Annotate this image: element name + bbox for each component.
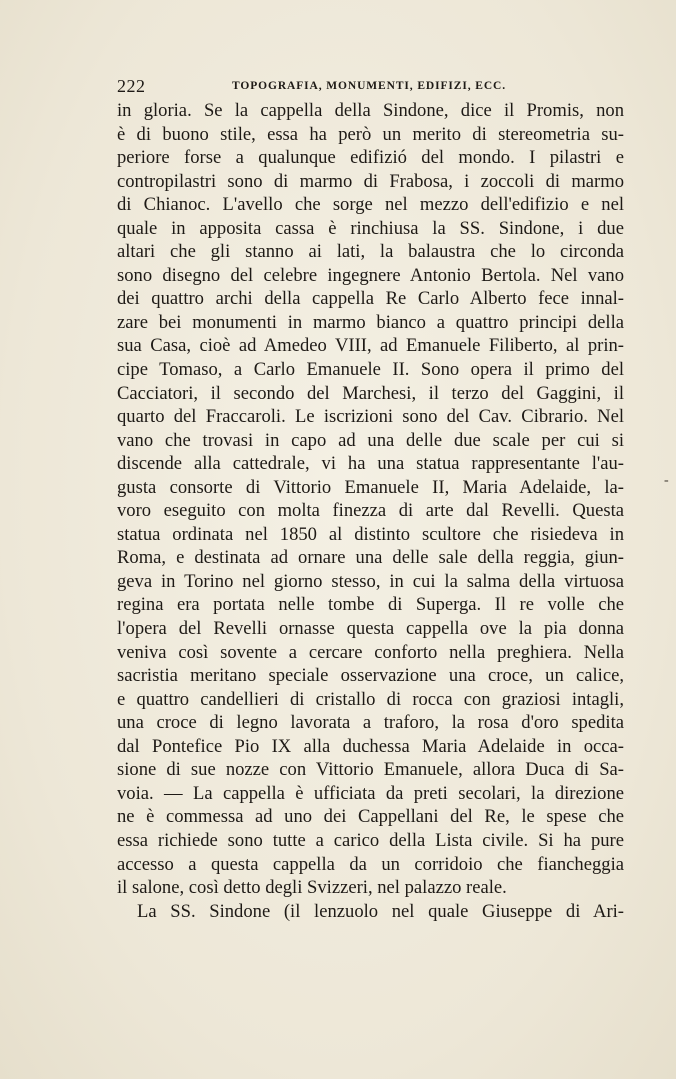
text-line: regina era portata nelle tombe di Superga. Il re volle che [117, 594, 624, 616]
text-line: sione di sue nozze con Vittorio Emanuele, allora Duca di Sa- [117, 759, 624, 781]
text-line: Cacciatori, il secondo del Marchesi, il terzo del Gaggini, il [117, 382, 624, 404]
text-line: statua ordinata nel 1850 al distinto scultore che risiedeva in [117, 523, 624, 545]
text-line: geva in Torino nel giorno stesso, in cui la salma della virtuosa [117, 570, 624, 592]
text-line: veniva così sovente a cercare conforto nella preghiera. Nella [117, 641, 624, 663]
text-line: dal Pontefice Pio IX alla duchessa Maria Adelaide in occa- [117, 735, 624, 757]
page-header [117, 76, 622, 98]
text-line: vano che trovasi in capo ad una delle due scale per cui si [117, 429, 624, 451]
text-line: discende alla cattedrale, vi ha una statua rappresentante l'au- [117, 453, 624, 475]
text-line: l'opera del Revelli ornasse questa cappella ove la pia donna [117, 618, 624, 640]
text-line: quarto del Fraccaroli. Le iscrizioni sono del Cav. Cibrario. Nel [117, 406, 624, 428]
text-line: di Chianoc. L'avello che sorge nel mezzo dell'edifizio e nel [117, 194, 624, 216]
text-line: dei quattro archi della cappella Re Carlo Alberto fece innal- [117, 288, 624, 310]
text-line: sono disegno del celebre ingegnere Antonio Bertola. Nel vano [117, 264, 624, 286]
body-text [117, 99, 624, 923]
text-line: Roma, e destinata ad ornare una delle sale della reggia, giun- [117, 547, 624, 569]
text-line: periore forse a qualunque edifizió del mondo. I pilastri e [117, 147, 624, 169]
text-line: cipe Tomaso, a Carlo Emanuele II. Sono opera il primo del [117, 359, 624, 381]
text-line: ne è commessa ad uno dei Cappellani del Re, le spese che [117, 806, 624, 828]
text-line: contropilastri sono di marmo di Frabosa, i zoccoli di marmo [117, 170, 624, 192]
page-number: 222 [117, 76, 146, 96]
text-line: voia. — La cappella è ufficiata da preti secolari, la direzione [117, 782, 624, 804]
text-line: zare bei monumenti in marmo bianco a quattro principi della [117, 311, 624, 333]
text-line: gusta consorte di Vittorio Emanuele II, Maria Adelaide, la- [117, 476, 624, 498]
text-line: voro eseguito con molta finezza di arte dal Revelli. Questa [117, 500, 624, 522]
paragraph-end-line: il salone, così detto degli Svizzeri, nel palazzo reale. [117, 877, 507, 899]
text-line: sua Casa, cioè ad Amedeo VIII, ad Emanuele Filiberto, al prin- [117, 335, 624, 357]
text-line: essa richiede sono tutte a carico della Lista civile. Si ha pure [117, 829, 624, 851]
text-line: sacristia meritano speciale osservazione una croce, un calice, [117, 665, 624, 687]
text-line: altari che gli stanno ai lati, la balaustra che lo circonda [117, 241, 624, 263]
text-line: accesso a questa cappella da un corridoio che fiancheggia [117, 853, 624, 875]
text-line: è di buono stile, essa ha però un merito di stereometria su- [117, 123, 624, 145]
text-line: e quattro candellieri di cristallo di rocca con graziosi intagli, [117, 688, 624, 710]
text-line: in gloria. Se la cappella della Sindone, dice il Promis, non [117, 100, 624, 121]
text-line: una croce di legno lavorata a traforo, la rosa d'oro spedita [117, 712, 624, 734]
paragraph-start-line: La SS. Sindone (il lenzuolo nel quale Giuseppe di Ari- [137, 900, 624, 922]
text-line: quale in apposita cassa è rinchiusa la SS. Sindone, i due [117, 217, 624, 239]
running-title: TOPOGRAFIA, MONUMENTI, EDIFIZI, ECC. [232, 80, 507, 92]
margin-mark: - [664, 473, 669, 488]
